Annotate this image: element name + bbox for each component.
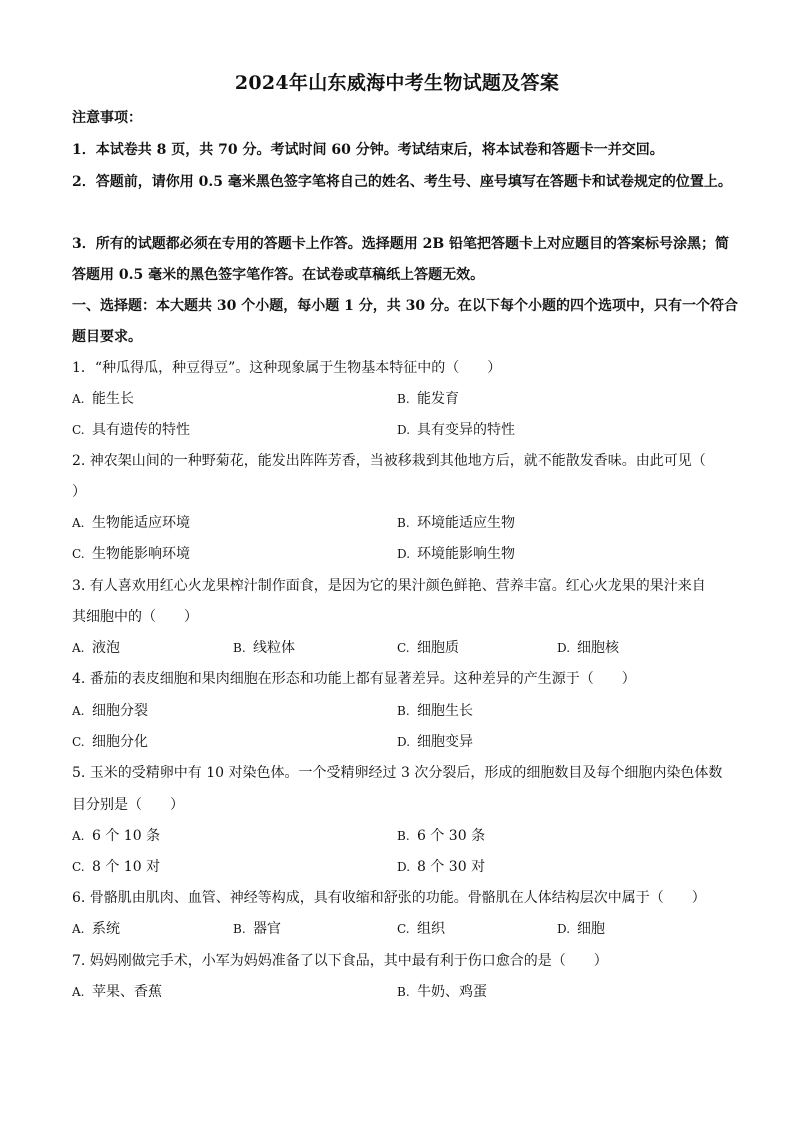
question-6-option-b — [233, 919, 281, 939]
option-text: 6 个 30 条 — [417, 828, 486, 844]
section-heading-cont: 题目要求。 — [72, 329, 142, 345]
option-letter: D. — [557, 922, 571, 936]
option-letter: A. — [72, 641, 85, 655]
option-text: 牛奶、鸡蛋 — [417, 984, 487, 1000]
question-4-stem: 4. 番茄的表皮细胞和果肉细胞在形态和功能上都有显著差异。这种差异的产生源于（ ） — [72, 671, 636, 687]
question-2-option-b — [397, 513, 515, 533]
option-letter: D. — [397, 547, 411, 561]
option-text: 环境能影响生物 — [417, 546, 515, 562]
question-1-stem: 1．“种瓜得瓜，种豆得豆”。这种现象属于生物基本特征中的（ ） — [72, 360, 502, 376]
question-2-stem-cont: ） — [72, 484, 86, 500]
option-letter: C. — [72, 423, 85, 437]
question-5-option-c — [72, 857, 160, 877]
option-letter: C. — [72, 860, 85, 874]
question-5-option-b — [397, 826, 485, 846]
question-4-option-d — [397, 732, 473, 752]
option-text: 环境能适应生物 — [417, 515, 515, 531]
question-7-option-b — [397, 982, 487, 1002]
question-6-option-d — [557, 919, 605, 939]
question-5-option-a — [72, 826, 160, 846]
option-text: 6 个 10 条 — [92, 828, 161, 844]
option-text: 8 个 10 对 — [92, 859, 161, 875]
option-letter: A. — [72, 829, 85, 843]
question-3-option-a — [72, 638, 120, 658]
section-heading: 一、选择题：本大题共 30 个小题，每小题 1 分，共 30 分。在以下每个小题的四个选项中，只有一个符合 — [72, 298, 738, 314]
question-2-option-c — [72, 544, 190, 564]
question-7-option-a — [72, 982, 162, 1002]
option-text: 生物能影响环境 — [92, 546, 190, 562]
option-text: 细胞 — [577, 921, 605, 937]
question-1-option-d — [397, 420, 515, 440]
option-letter: D. — [397, 423, 411, 437]
option-text: 液泡 — [92, 640, 120, 656]
option-text: 细胞变异 — [417, 734, 473, 750]
option-letter: D. — [557, 641, 571, 655]
notice-item-3-cont: 答题用 0.5 毫米的黑色签字笔作答。在试卷或草稿纸上答题无效。 — [72, 267, 485, 283]
option-letter: B. — [397, 985, 410, 999]
question-2-option-a — [72, 513, 190, 533]
option-letter: B. — [397, 392, 410, 406]
option-letter: A. — [72, 516, 85, 530]
question-1-option-b — [397, 389, 459, 409]
option-letter: A. — [72, 922, 85, 936]
question-5-stem-cont: 目分别是（ ） — [72, 797, 184, 813]
option-text: 苹果、香蕉 — [92, 984, 162, 1000]
option-letter: B. — [233, 641, 246, 655]
option-text: 器官 — [253, 921, 281, 937]
notice-heading: 注意事项： — [72, 110, 142, 126]
question-2-stem: 2. 神农架山间的一种野菊花，能发出阵阵芳香，当被移栽到其他地方后，就不能散发香味。由此可见（ — [72, 453, 706, 469]
question-1-option-c — [72, 420, 190, 440]
question-4-option-b — [397, 701, 473, 721]
question-1-option-a — [72, 389, 134, 409]
question-3-stem: 3. 有人喜欢用红心火龙果榨汁制作面食，是因为它的果汁颜色鲜艳、营养丰富。红心火龙果的果汁来自 — [72, 578, 706, 594]
question-7-stem: 7. 妈妈刚做完手术，小军为妈妈准备了以下食品，其中最有利于伤口愈合的是（ ） — [72, 953, 608, 969]
question-4-option-c — [72, 732, 148, 752]
notice-item-2: 2．答题前，请你用 0.5 毫米黑色签字笔将自己的姓名、考生号、座号填写在答题卡和试卷规定的位置上。 — [72, 174, 732, 190]
option-text: 细胞核 — [577, 640, 619, 656]
option-letter: A. — [72, 985, 85, 999]
option-text: 细胞分裂 — [92, 703, 148, 719]
option-letter: C. — [72, 735, 85, 749]
question-6-stem: 6. 骨骼肌由肌肉、血管、神经等构成，具有收缩和舒张的功能。骨骼肌在人体结构层次中属于（ ） — [72, 890, 706, 906]
question-2-option-d — [397, 544, 515, 564]
option-letter: B. — [397, 516, 410, 530]
notice-item-3: 3．所有的试题都必须在专用的答题卡上作答。选择题用 2B 铅笔把答题卡上对应题目的答案标号涂黑；简 — [72, 236, 730, 252]
option-letter: D. — [397, 860, 411, 874]
question-6-option-a — [72, 919, 120, 939]
question-5-stem: 5. 玉米的受精卵中有 10 对染色体。一个受精卵经过 3 次分裂后，形成的细胞数目及每个细胞内染色体数 — [72, 765, 723, 781]
notice-item-1: 1．本试卷共 8 页，共 70 分。考试时间 60 分钟。考试结束后，将本试卷和答题卡一并交回。 — [72, 142, 664, 158]
option-text: 具有变异的特性 — [417, 422, 515, 438]
option-letter: C. — [397, 922, 410, 936]
option-letter: B. — [233, 922, 246, 936]
option-text: 8 个 30 对 — [417, 859, 486, 875]
option-text: 能发育 — [417, 391, 459, 407]
option-letter: C. — [397, 641, 410, 655]
option-text: 生物能适应环境 — [92, 515, 190, 531]
question-6-option-c — [397, 919, 445, 939]
question-4-option-a — [72, 701, 148, 721]
option-letter: A. — [72, 704, 85, 718]
question-3-stem-cont: 其细胞中的（ ） — [72, 609, 198, 625]
option-text: 能生长 — [92, 391, 134, 407]
option-text: 线粒体 — [253, 640, 295, 656]
question-5-option-d — [397, 857, 485, 877]
option-letter: D. — [397, 735, 411, 749]
question-3-option-c — [397, 638, 459, 658]
option-text: 细胞质 — [417, 640, 459, 656]
option-letter: B. — [397, 704, 410, 718]
option-text: 具有遗传的特性 — [92, 422, 190, 438]
option-letter: A. — [72, 392, 85, 406]
option-text: 细胞生长 — [417, 703, 473, 719]
option-text: 组织 — [417, 921, 445, 937]
page-title: 2024年山东威海中考生物试题及答案 — [234, 72, 560, 94]
question-3-option-d — [557, 638, 619, 658]
question-3-option-b — [233, 638, 295, 658]
option-letter: B. — [397, 829, 410, 843]
option-letter: C. — [72, 547, 85, 561]
option-text: 系统 — [92, 921, 120, 937]
option-text: 细胞分化 — [92, 734, 148, 750]
